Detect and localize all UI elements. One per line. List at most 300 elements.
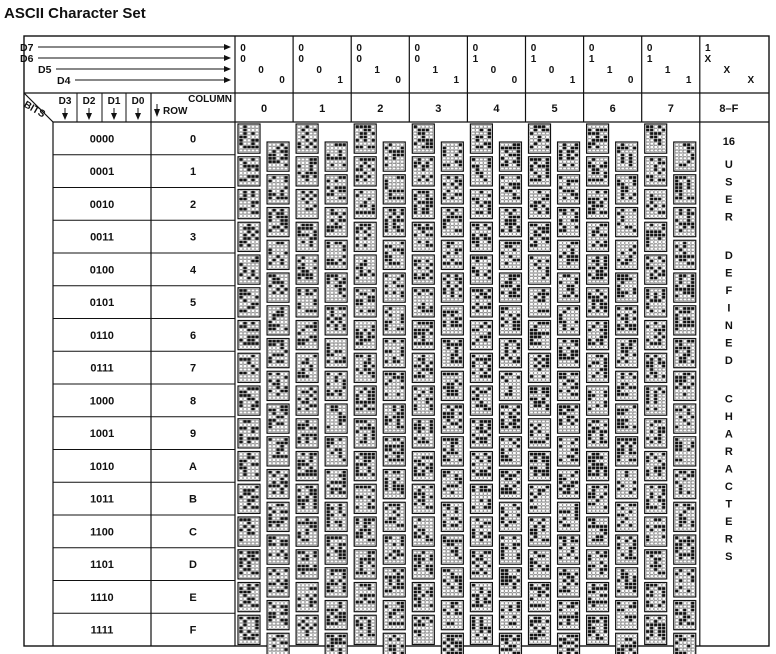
char-matrix xyxy=(529,255,551,284)
char-matrix xyxy=(412,615,434,644)
char-matrix xyxy=(296,157,318,186)
char-matrix xyxy=(238,288,260,317)
char-matrix xyxy=(616,273,638,302)
row-label-hex: 0 xyxy=(189,133,197,146)
char-matrix xyxy=(558,306,580,335)
char-matrix xyxy=(383,633,405,654)
char-matrix xyxy=(587,484,609,513)
column-bit-d4: 0 xyxy=(395,75,401,86)
char-matrix xyxy=(587,452,609,481)
char-matrix xyxy=(470,615,492,644)
char-matrix xyxy=(325,273,347,302)
char-matrix xyxy=(267,470,289,499)
char-matrix xyxy=(383,240,405,269)
row-bits: 0100 xyxy=(89,264,115,277)
column-bit-d4: 1 xyxy=(685,75,692,86)
column-bit-d7: 0 xyxy=(356,43,362,54)
char-matrix xyxy=(354,255,376,284)
row-bits: 0001 xyxy=(89,166,115,179)
char-matrix xyxy=(238,386,260,415)
char-matrix xyxy=(499,502,521,531)
char-matrix xyxy=(354,124,376,153)
user-defined-letter: S xyxy=(725,176,733,189)
char-matrix xyxy=(267,404,289,433)
char-matrix xyxy=(441,339,463,368)
user-defined-letter: F xyxy=(725,285,733,297)
column-bit-d4: 1 xyxy=(337,75,343,86)
char-matrix xyxy=(616,306,638,335)
char-matrix xyxy=(296,255,318,284)
char-matrix xyxy=(354,583,376,612)
char-matrix xyxy=(499,273,521,302)
char-matrix xyxy=(529,452,551,481)
column-bit-d4: 1 xyxy=(569,75,576,86)
char-matrix xyxy=(267,306,289,335)
char-matrix xyxy=(238,157,260,186)
char-matrix xyxy=(412,386,434,415)
char-matrix xyxy=(499,470,521,499)
char-matrix xyxy=(325,568,347,597)
char-matrix xyxy=(412,583,434,612)
arrow-down-icon xyxy=(86,113,92,120)
char-matrix xyxy=(616,535,638,564)
char-matrix xyxy=(354,353,376,382)
row-bits: 1100 xyxy=(90,526,114,539)
char-matrix xyxy=(616,371,638,400)
char-matrix xyxy=(325,404,347,433)
char-matrix xyxy=(587,550,609,579)
char-matrix xyxy=(383,568,405,597)
char-matrix xyxy=(354,288,376,317)
char-matrix xyxy=(354,157,376,186)
row-label-hex: 5 xyxy=(189,297,197,310)
char-matrix xyxy=(267,175,289,204)
column-bit-d7: 0 xyxy=(646,43,653,54)
row-bits: 0101 xyxy=(89,297,115,310)
column-bit-d5: 0 xyxy=(490,65,497,76)
char-matrix xyxy=(674,371,696,400)
char-matrix xyxy=(325,437,347,466)
char-matrix xyxy=(325,208,347,237)
char-matrix xyxy=(499,371,521,400)
bit-label-d6: D6 xyxy=(20,53,34,65)
char-matrix xyxy=(558,437,580,466)
bit-label-d5: D5 xyxy=(38,64,52,76)
char-matrix xyxy=(267,502,289,531)
char-matrix xyxy=(238,321,260,350)
char-matrix xyxy=(674,437,696,466)
char-matrix xyxy=(325,535,347,564)
char-matrix xyxy=(238,615,260,644)
char-matrix xyxy=(238,484,260,513)
row-bits: 1111 xyxy=(90,624,114,637)
char-matrix xyxy=(587,419,609,448)
row-label-hex: 4 xyxy=(189,264,197,277)
row-bits: 0000 xyxy=(89,133,115,146)
char-matrix xyxy=(674,273,696,302)
char-matrix xyxy=(470,386,492,415)
column-header: 3 xyxy=(435,103,442,115)
column-bit-d6: 1 xyxy=(472,54,479,65)
column-header: 4 xyxy=(493,103,500,115)
char-matrix xyxy=(616,502,638,531)
char-matrix xyxy=(529,386,551,415)
column-header: 6 xyxy=(609,103,616,115)
char-matrix xyxy=(412,190,434,219)
char-matrix xyxy=(412,288,434,317)
char-matrix xyxy=(267,142,289,171)
char-matrix xyxy=(499,404,521,433)
column-header: 5 xyxy=(551,103,558,115)
row-label-hex: 7 xyxy=(189,362,197,375)
char-matrix xyxy=(441,633,463,654)
char-matrix xyxy=(354,321,376,350)
row-label-hex: 8 xyxy=(189,395,197,408)
char-matrix xyxy=(674,339,696,368)
char-matrix xyxy=(412,484,434,513)
user-defined-letter: E xyxy=(725,516,733,528)
char-matrix xyxy=(558,568,580,597)
row-label-hex: B xyxy=(189,493,197,506)
char-matrix xyxy=(499,175,521,204)
char-matrix xyxy=(529,190,551,219)
char-matrix xyxy=(674,208,696,237)
char-matrix xyxy=(238,583,260,612)
char-matrix xyxy=(441,273,463,302)
char-matrix xyxy=(645,222,667,251)
char-matrix xyxy=(558,339,580,368)
char-matrix xyxy=(383,273,405,302)
char-matrix xyxy=(325,470,347,499)
char-matrix xyxy=(645,353,667,382)
char-matrix xyxy=(645,583,667,612)
char-matrix xyxy=(499,535,521,564)
char-matrix xyxy=(499,240,521,269)
column-bit-d7: 0 xyxy=(530,43,537,54)
char-matrix xyxy=(238,222,260,251)
char-matrix xyxy=(412,419,434,448)
user-defined-letter: H xyxy=(724,411,733,423)
char-matrix xyxy=(645,484,667,513)
row-label-hex: 9 xyxy=(189,428,197,441)
column-bit-d5: 0 xyxy=(316,65,322,76)
column-bit-d5: 1 xyxy=(432,65,439,76)
char-matrix xyxy=(441,306,463,335)
char-matrix xyxy=(325,339,347,368)
row-label-hex: C xyxy=(189,526,197,539)
char-matrix xyxy=(354,419,376,448)
char-matrix xyxy=(296,484,318,513)
char-matrix xyxy=(441,404,463,433)
char-matrix xyxy=(238,255,260,284)
char-matrix xyxy=(558,633,580,654)
column-bit-d7: 0 xyxy=(414,43,421,54)
char-matrix xyxy=(470,452,492,481)
char-matrix xyxy=(587,386,609,415)
char-matrix xyxy=(470,157,492,186)
char-matrix xyxy=(645,452,667,481)
user-defined-letter: R xyxy=(724,211,733,224)
char-matrix xyxy=(296,222,318,251)
char-matrix xyxy=(587,353,609,382)
char-matrix xyxy=(383,535,405,564)
char-matrix xyxy=(383,502,405,531)
char-matrix xyxy=(412,255,434,284)
char-matrix xyxy=(470,321,492,350)
user-defined-letter: E xyxy=(725,194,733,206)
char-matrix xyxy=(645,124,667,153)
char-matrix xyxy=(616,470,638,499)
char-matrix xyxy=(383,306,405,335)
char-matrix xyxy=(354,452,376,481)
column-bit-d7: 0 xyxy=(588,43,595,54)
char-matrix xyxy=(383,470,405,499)
char-matrix xyxy=(441,535,463,564)
char-matrix xyxy=(529,517,551,546)
char-matrix xyxy=(529,550,551,579)
column-bit-d6: 0 xyxy=(414,54,421,65)
char-matrix xyxy=(674,240,696,269)
char-matrix xyxy=(587,288,609,317)
char-matrix xyxy=(296,517,318,546)
char-matrix xyxy=(499,208,521,237)
char-matrix xyxy=(674,568,696,597)
char-matrix xyxy=(616,404,638,433)
column-bit-d6: 0 xyxy=(356,54,362,65)
char-matrix xyxy=(558,240,580,269)
char-matrix xyxy=(267,601,289,630)
char-matrix xyxy=(558,470,580,499)
char-matrix xyxy=(558,535,580,564)
column-bit-d6: X xyxy=(704,54,712,65)
row-label-hex: 1 xyxy=(189,166,197,179)
column-bit-d6: 1 xyxy=(588,54,595,65)
char-matrix xyxy=(412,321,434,350)
column-bit-d5: 1 xyxy=(374,65,380,76)
char-matrix xyxy=(470,222,492,251)
char-matrix xyxy=(499,601,521,630)
char-matrix xyxy=(267,273,289,302)
char-matrix xyxy=(587,615,609,644)
char-matrix xyxy=(441,437,463,466)
user-defined-count: 16 xyxy=(722,136,735,148)
char-matrix xyxy=(529,321,551,350)
char-matrix xyxy=(587,222,609,251)
char-matrix xyxy=(616,142,638,171)
row-bits: 1010 xyxy=(89,460,115,473)
char-matrix xyxy=(441,208,463,237)
char-matrix xyxy=(470,288,492,317)
char-matrix xyxy=(383,208,405,237)
user-defined-letter: E xyxy=(725,267,733,280)
char-matrix xyxy=(354,190,376,219)
char-matrix xyxy=(354,484,376,513)
user-defined-letter: U xyxy=(724,159,733,171)
char-matrix xyxy=(267,371,289,400)
char-matrix xyxy=(587,124,609,153)
char-matrix xyxy=(645,321,667,350)
column-bit-d4: 0 xyxy=(279,75,285,86)
char-matrix xyxy=(238,419,260,448)
user-defined-letter: R xyxy=(724,446,733,458)
char-matrix xyxy=(674,306,696,335)
char-matrix xyxy=(470,583,492,612)
char-matrix xyxy=(529,222,551,251)
column-bit-d4: 0 xyxy=(627,75,634,86)
char-matrix xyxy=(558,175,580,204)
char-matrix xyxy=(441,371,463,400)
char-matrix xyxy=(587,157,609,186)
char-matrix xyxy=(558,601,580,630)
char-matrix xyxy=(616,240,638,269)
arrow-right-icon xyxy=(224,44,231,50)
char-matrix xyxy=(499,142,521,171)
user-defined-letter: R xyxy=(724,533,733,546)
char-matrix xyxy=(296,288,318,317)
column-bit-d5: 1 xyxy=(606,65,613,76)
char-matrix xyxy=(558,273,580,302)
row-label-hex: D xyxy=(189,559,197,572)
char-matrix xyxy=(441,502,463,531)
char-matrix xyxy=(470,550,492,579)
char-matrix xyxy=(267,633,289,654)
char-matrix xyxy=(587,583,609,612)
char-matrix xyxy=(412,353,434,382)
char-matrix xyxy=(645,288,667,317)
char-matrix xyxy=(441,568,463,597)
char-matrix xyxy=(238,124,260,153)
char-matrix xyxy=(674,535,696,564)
column-header: 8–F xyxy=(719,103,739,115)
row-label-hex: 2 xyxy=(189,198,197,211)
char-matrix xyxy=(383,339,405,368)
row-bits: 1110 xyxy=(90,591,114,604)
row-bits: 1011 xyxy=(90,493,114,506)
char-matrix xyxy=(383,601,405,630)
char-matrix xyxy=(529,288,551,317)
char-matrix xyxy=(616,175,638,204)
arrow-down-icon xyxy=(135,113,141,120)
char-matrix xyxy=(674,142,696,171)
char-matrix xyxy=(558,371,580,400)
char-matrix xyxy=(296,124,318,153)
char-matrix xyxy=(383,142,405,171)
char-matrix xyxy=(499,437,521,466)
column-bit-d6: 1 xyxy=(646,54,653,65)
row-bits: 1001 xyxy=(89,428,115,441)
char-matrix xyxy=(645,419,667,448)
char-matrix xyxy=(616,339,638,368)
char-matrix xyxy=(470,124,492,153)
char-matrix xyxy=(674,601,696,630)
row-bits: 0011 xyxy=(90,231,114,244)
char-matrix xyxy=(325,502,347,531)
column-bit-d7: 0 xyxy=(240,43,246,54)
bit-label-d2: D2 xyxy=(82,96,96,107)
char-matrix xyxy=(645,615,667,644)
user-defined-letter: S xyxy=(725,551,733,563)
char-matrix xyxy=(354,517,376,546)
char-matrix xyxy=(383,437,405,466)
char-matrix xyxy=(470,517,492,546)
row-bits: 0111 xyxy=(90,362,114,375)
char-matrix xyxy=(674,502,696,531)
char-matrix xyxy=(441,142,463,171)
arrow-right-icon xyxy=(224,55,231,61)
arrow-down-icon xyxy=(111,113,117,120)
char-matrix xyxy=(267,240,289,269)
char-matrix xyxy=(645,157,667,186)
char-matrix xyxy=(558,502,580,531)
column-bit-d7: 1 xyxy=(705,43,711,54)
char-matrix xyxy=(529,484,551,513)
char-matrix xyxy=(383,371,405,400)
column-bit-d4: 1 xyxy=(453,75,460,86)
char-matrix xyxy=(529,353,551,382)
char-matrix xyxy=(383,175,405,204)
arrow-right-icon xyxy=(224,66,231,72)
column-bit-d6: 0 xyxy=(240,54,246,65)
char-matrix xyxy=(412,157,434,186)
char-matrix xyxy=(441,601,463,630)
char-matrix xyxy=(645,550,667,579)
user-defined-letter: C xyxy=(724,393,733,406)
char-matrix xyxy=(674,404,696,433)
bit-label-d0: D0 xyxy=(131,96,145,107)
user-defined-letter: E xyxy=(725,337,733,350)
char-matrix xyxy=(412,222,434,251)
column-bit-d5: 0 xyxy=(548,65,555,76)
char-matrix xyxy=(616,601,638,630)
char-matrix xyxy=(674,175,696,204)
char-matrix xyxy=(383,404,405,433)
row-label-hex: 3 xyxy=(189,231,197,244)
arrow-down-icon xyxy=(62,113,68,120)
char-matrix xyxy=(441,240,463,269)
char-matrix xyxy=(325,240,347,269)
char-matrix xyxy=(616,208,638,237)
char-matrix xyxy=(470,353,492,382)
char-matrix xyxy=(470,419,492,448)
user-defined-letter: D xyxy=(724,355,733,367)
arrow-right-icon xyxy=(224,77,231,83)
char-matrix xyxy=(267,535,289,564)
user-defined-letter: T xyxy=(725,498,733,511)
user-defined-letter: D xyxy=(724,250,733,262)
char-matrix xyxy=(470,484,492,513)
char-matrix xyxy=(645,255,667,284)
char-matrix xyxy=(238,517,260,546)
char-matrix xyxy=(325,306,347,335)
char-matrix xyxy=(558,208,580,237)
row-bits: 0010 xyxy=(89,198,115,211)
column-bit-d6: 1 xyxy=(530,54,537,65)
column-header: 0 xyxy=(260,103,268,115)
char-matrix xyxy=(645,386,667,415)
char-matrix xyxy=(441,470,463,499)
char-matrix xyxy=(354,222,376,251)
char-matrix xyxy=(616,437,638,466)
row-bits: 1000 xyxy=(89,395,115,408)
char-matrix xyxy=(441,175,463,204)
column-bit-d7: 0 xyxy=(298,43,304,54)
char-matrix xyxy=(412,550,434,579)
char-matrix xyxy=(296,353,318,382)
char-matrix xyxy=(674,633,696,654)
bit-label-d4: D4 xyxy=(57,75,71,87)
char-matrix xyxy=(674,470,696,499)
char-matrix xyxy=(587,190,609,219)
